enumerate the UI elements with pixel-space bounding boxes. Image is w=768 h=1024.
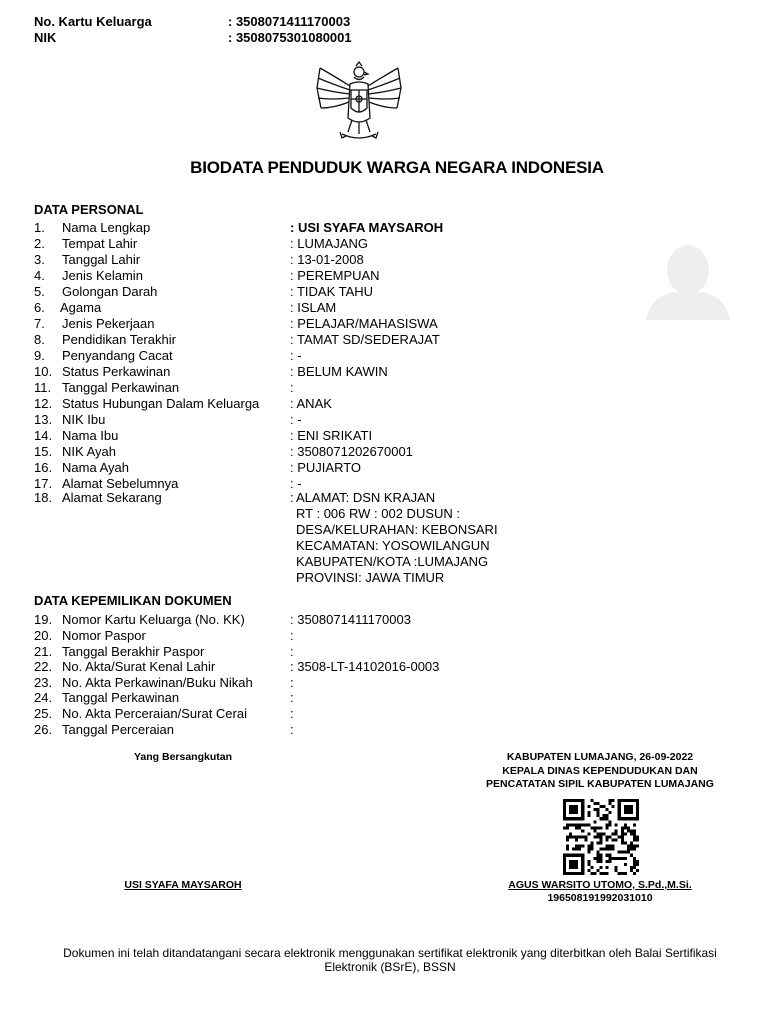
address-line: ALAMAT: DSN KRAJAN (296, 490, 436, 505)
row-number: 24. (34, 690, 53, 705)
row-value: : USI SYAFA MAYSAROH (290, 220, 444, 235)
row-number: 12. (34, 396, 53, 411)
row-label: No. Akta/Surat Kenal Lahir (62, 659, 216, 674)
row-number: 8. (34, 332, 45, 347)
row-number: 1. (34, 220, 45, 235)
row-value: : (290, 380, 294, 395)
row-label: Status Hubungan Dalam Keluarga (62, 396, 260, 411)
row-number: 20. (34, 628, 53, 643)
table-row (34, 364, 734, 380)
kk-number-row (34, 14, 434, 30)
table-row (34, 380, 734, 396)
row-label: Alamat Sebelumnya (62, 476, 179, 491)
row-value: : TIDAK TAHU (290, 284, 374, 299)
row-label: Nama Lengkap (62, 220, 151, 235)
official-name: AGUS WARSITO UTOMO, S.Pd.,M.Si. (508, 879, 692, 891)
row-value: : TAMAT SD/SEDERAJAT (290, 332, 440, 347)
table-row (34, 300, 734, 316)
row-value: : - (290, 476, 302, 491)
table-row (34, 628, 734, 644)
row-label: Pendidikan Terakhir (62, 332, 176, 347)
row-label: Penyandang Cacat (62, 348, 173, 363)
table-row (34, 348, 734, 364)
table-row (34, 220, 734, 236)
row-number: 16. (34, 460, 53, 475)
qr-code-icon (563, 799, 639, 875)
table-row (34, 332, 734, 348)
row-number: 23. (34, 675, 53, 690)
row-number: 22. (34, 659, 53, 674)
row-label: Jenis Kelamin (62, 268, 143, 283)
row-label: NIK Ayah (62, 444, 116, 459)
table-row (34, 644, 734, 660)
row-number: 18. (34, 490, 53, 505)
row-value: : (290, 690, 294, 705)
nik-label: NIK (34, 30, 57, 45)
row-number: 19. (34, 612, 53, 627)
row-number: 15. (34, 444, 53, 459)
table-row (34, 428, 734, 444)
nik-row (34, 30, 434, 46)
row-label: Alamat Sekarang (62, 490, 162, 505)
row-number: 6. (34, 300, 45, 315)
row-value: : 3508-LT-14102016-0003 (290, 659, 440, 674)
notice-line-2: Elektronik (BSrE), BSSN (324, 960, 456, 974)
row-value: : BELUM KAWIN (290, 364, 388, 379)
row-value: : ISLAM (290, 300, 337, 315)
row-label: Nomor Paspor (62, 628, 146, 643)
row-value: : 3508071411170003 (290, 612, 411, 627)
row-number: 9. (34, 348, 45, 363)
table-row (34, 268, 734, 284)
official-nip: 196508191992031010 (547, 892, 653, 904)
row-label: Nama Ayah (62, 460, 129, 475)
table-row (34, 675, 734, 691)
signer-title: Yang Bersangkutan (133, 751, 233, 763)
table-row (34, 444, 734, 460)
row-value: : - (290, 348, 302, 363)
document-data-heading: DATA KEPEMILIKAN DOKUMEN (34, 593, 232, 608)
row-label: Tanggal Lahir (62, 252, 141, 267)
table-row (34, 690, 734, 706)
row-number: 5. (34, 284, 45, 299)
personal-data-heading: DATA PERSONAL (34, 202, 144, 217)
kk-number-value: : 3508071411170003 (228, 14, 351, 29)
row-value: : (290, 628, 294, 643)
address-line: DESA/KELURAHAN: KEBONSARI (296, 522, 498, 537)
row-label: NIK Ibu (62, 412, 106, 427)
table-row (34, 460, 734, 476)
row-label: Tanggal Perceraian (62, 722, 175, 737)
table-row (34, 659, 734, 675)
row-value: : (290, 490, 294, 505)
row-value: : PUJIARTO (290, 460, 362, 475)
table-row (34, 252, 734, 268)
kk-number-label: No. Kartu Keluarga (34, 14, 152, 29)
row-number: 25. (34, 706, 53, 721)
signer-name: USI SYAFA MAYSAROH (124, 879, 242, 891)
nik-value: : 3508075301080001 (228, 30, 352, 45)
row-value: : (290, 675, 294, 690)
row-label: Golongan Darah (62, 284, 158, 299)
row-number: 13. (34, 412, 53, 427)
row-value: : LUMAJANG (290, 236, 369, 251)
row-label: No. Akta Perceraian/Surat Cerai (62, 706, 247, 721)
row-value: : 3508071202670001 (290, 444, 413, 459)
row-label: Tanggal Berakhir Paspor (62, 644, 205, 659)
row-number: 21. (34, 644, 53, 659)
notice-line-1: Dokumen ini telah ditandatangani secara elektronik menggunakan sertifikat elektronik yang diterbitkan oleh Balai Sertifikasi (63, 946, 717, 960)
row-value: : ANAK (290, 396, 332, 411)
row-label: Tanggal Perkawinan (62, 690, 180, 705)
row-value: : - (290, 412, 302, 427)
table-row (34, 706, 734, 722)
address-line: KABUPATEN/KOTA :LUMAJANG (296, 554, 489, 569)
row-value: : 13-01-2008 (290, 252, 364, 267)
row-value: : (290, 644, 294, 659)
row-label: Nama Ibu (62, 428, 119, 443)
row-label: Tempat Lahir (62, 236, 138, 251)
row-number: 2. (34, 236, 45, 251)
table-row (34, 236, 734, 252)
row-number: 7. (34, 316, 45, 331)
row-number: 4. (34, 268, 45, 283)
document-title: BIODATA PENDUDUK WARGA NEGARA INDONESIA (190, 158, 604, 177)
row-value: : PELAJAR/MAHASISWA (290, 316, 438, 331)
address-line: KECAMATAN: YOSOWILANGUN (296, 538, 490, 553)
table-row (34, 284, 734, 300)
row-number: 3. (34, 252, 45, 267)
table-row (34, 722, 734, 738)
row-label: Jenis Pekerjaan (62, 316, 155, 331)
row-label: Tanggal Perkawinan (62, 380, 180, 395)
row-number: 14. (34, 428, 53, 443)
address-line: RT : 006 RW : 002 DUSUN : (296, 506, 461, 521)
row-value: : (290, 706, 294, 721)
electronic-signature-notice (30, 946, 750, 974)
row-label: No. Akta Perkawinan/Buku Nikah (62, 675, 253, 690)
row-value: : (290, 722, 294, 737)
table-row (34, 412, 734, 428)
official-title-line-1: KEPALA DINAS KEPENDUDUKAN DAN (502, 765, 698, 777)
row-label: Status Perkawinan (62, 364, 171, 379)
table-row (34, 316, 734, 332)
garuda-emblem-icon (312, 60, 406, 146)
address-line: PROVINSI: JAWA TIMUR (296, 570, 445, 585)
row-number: 11. (34, 380, 52, 395)
row-label: Nomor Kartu Keluarga (No. KK) (62, 612, 245, 627)
sign-place-date: KABUPATEN LUMAJANG, 26-09-2022 (506, 751, 694, 763)
row-number: 10. (34, 364, 53, 379)
official-title-line-2: PENCATATAN SIPIL KABUPATEN LUMAJANG (486, 778, 714, 790)
row-number: 26. (34, 722, 53, 737)
table-row (34, 396, 734, 412)
row-value: : ENI SRIKATI (290, 428, 373, 443)
table-row (34, 612, 734, 628)
row-number: 17. (34, 476, 53, 491)
row-label: Agama (60, 300, 102, 315)
row-value: : PEREMPUAN (290, 268, 380, 283)
